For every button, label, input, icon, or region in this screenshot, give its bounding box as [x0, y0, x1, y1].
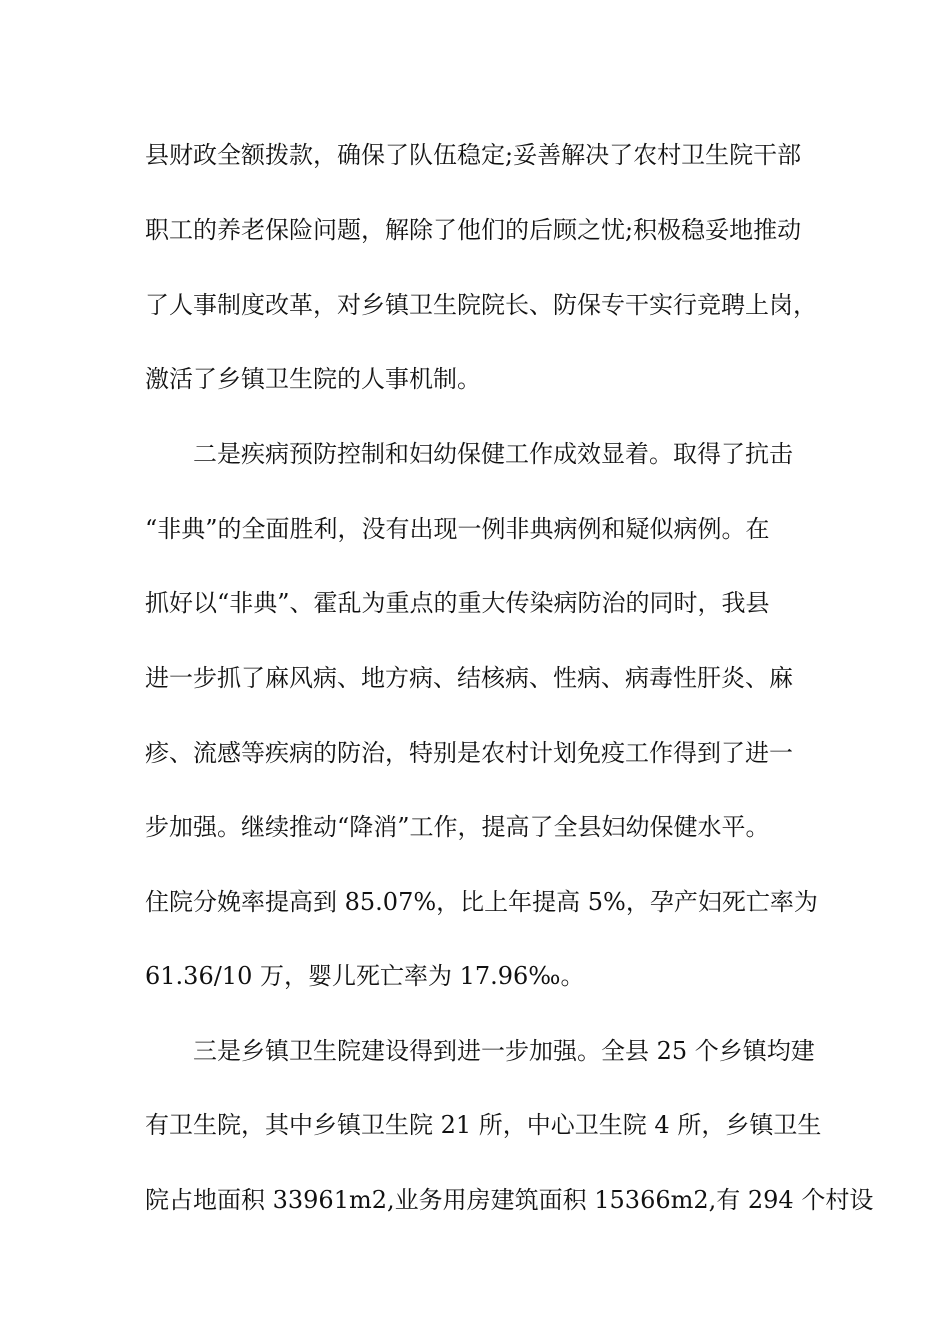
text-line: 院占地面积 33961m2,业务用房建筑面积 15366m2,有 294 个村设	[145, 1186, 874, 1214]
text-line: 步加强。继续推动“降消”工作，提高了全县妇幼保健水平。	[145, 813, 770, 841]
text-line: 住院分娩率提高到 85.07%，比上年提高 5%，孕产妇死亡率为	[145, 888, 818, 916]
text-line: 县财政全额拨款，确保了队伍稳定;妥善解决了农村卫生院干部	[145, 141, 802, 169]
text-line: 有卫生院，其中乡镇卫生院 21 所，中心卫生院 4 所，乡镇卫生	[145, 1111, 822, 1139]
paragraph-first-line: 二是疾病预防控制和妇幼保健工作成效显着。取得了抗击	[193, 440, 793, 468]
text-line: 抓好以“非典”、霍乱为重点的重大传染病防治的同时，我县	[145, 589, 770, 617]
text-line: 了人事制度改革，对乡镇卫生院院长、防保专干实行竞聘上岗，	[145, 291, 817, 319]
text-line: 职工的养老保险问题，解除了他们的后顾之忧;积极稳妥地推动	[145, 216, 802, 244]
text-line: 疹、流感等疾病的防治，特别是农村计划免疫工作得到了进一	[145, 739, 793, 767]
text-line: 进一步抓了麻风病、地方病、结核病、性病、病毒性肝炎、麻	[145, 664, 793, 692]
text-line: 激活了乡镇卫生院的人事机制。	[145, 365, 481, 393]
text-line: 61.36/10 万，婴儿死亡率为 17.96‰。	[145, 962, 585, 990]
paragraph-first-line: 三是乡镇卫生院建设得到进一步加强。全县 25 个乡镇均建	[193, 1037, 815, 1065]
text-line: “非典”的全面胜利，没有出现一例非典病例和疑似病例。在	[145, 515, 770, 543]
